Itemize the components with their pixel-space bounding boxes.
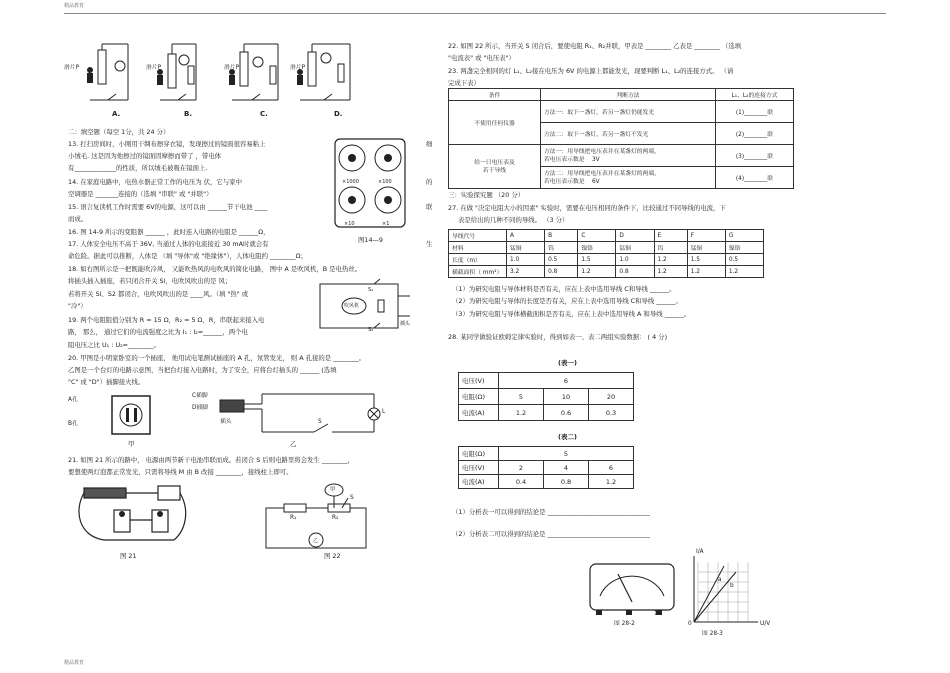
table23-header-condition: 条件 [449,89,541,101]
q20-line1: 20. 甲图是小明家卧室的一个插座， 他用试电笔测试插座的 A 孔，氖管发光， 则 A 孔接的是 ________。 [68,354,366,362]
graph-x-label: U/V [760,621,771,627]
table27-h3: C [578,230,616,242]
fig22-s-label: S [350,495,354,501]
table23-method1: 方法一：取下一盏灯，若另一盏灯仍能发光 [541,101,716,123]
table27-r0c5: 钨 [654,242,687,254]
socket-a-label: A孔 [68,397,78,403]
q17-line1: 17. 人体安全电压不高于 36V, 当通过人体的电流接近 30 mA时就会有 [68,240,269,248]
table27-r0c7: 镍铬 [725,242,763,254]
table2-i1: 0.8 [544,475,589,489]
fig22-r2-label: R₂ [332,515,339,521]
table27-r2c7: 1.2 [725,266,763,278]
table27-r0c4: 锰铜 [616,242,654,254]
q21-line1: 21. 如图 21 所示的路中， 电源由两节新干电池串联而成。若闭合 S 后则电路里将会发生 ________， [68,456,354,464]
table23-method4: 方法二：用导线把电压表并在某盏灯的两端， 若电压表示数是 6V [541,167,716,189]
fig22-r1-label: R₁ [290,515,297,521]
table27-r2c4: 0.8 [616,266,654,278]
q22-line1: 22. 如图 22 所示，当开关 S 闭合后，要使电阻 R₁、R₂并联，甲表是 ________ 乙表是 ________ （选填 [448,42,742,50]
q15-tail: 联 [426,203,433,211]
meter-figure [588,562,678,624]
analysis-1: （1）分析表一可以得到的结论是 ________________________________ [452,508,650,516]
person-icons [87,67,303,85]
plug-c-label: C插脚 [192,393,208,399]
table1-title: (表一) [558,359,577,367]
table23-answer2: (2)________联 [716,123,794,145]
q18-line2: 将插头插入插座，若只闭合开关 Sl，电吹风吹出的是 风； [68,277,232,285]
table27-h5: E [654,230,687,242]
socket-figure [92,392,172,442]
q27-line1: 27. 在做 "决定电阻大小的因素" 实验时，需要在电压相同的条件下，比较通过不同导线的电流，下 [448,204,726,212]
slider-label-c: 滑片P [224,65,240,71]
q19-line2: 路， 那么， 通过它们的电流强度之比为 I₁ : I₂=______，两个电 [68,328,248,336]
table23-group1: 不使用任何仪器 [449,101,541,145]
table27-r1c7: 0.5 [725,254,763,266]
q28: 28. 某同学做验证欧姆定律实验时，得到如表一、表二两组实验数据： ( 4 分) [448,333,668,341]
option-label-a: A. [112,110,121,118]
table27-r1c5: 1.2 [654,254,687,266]
q23-line1: 23. 两盏完全相同的灯 L₁、L₂接在电压为 6V 的电源上都能发光，现要判断 L₁、L₂的连接方式。 （请 [448,67,734,75]
q13-tail: 细 [426,140,433,148]
table27-r2c1: 3.2 [507,266,545,278]
table23-method3: 方法一：用导线把电压表并在某盏灯的两端， 若电压表示数是 3V [541,145,716,167]
fig-jia-caption: 甲 [128,440,135,448]
plug-label: 插头 [220,419,232,425]
option-label-d: D. [334,110,343,118]
meter-terminal-15: 15 [654,611,662,617]
dial-label-100: ×100 [378,179,392,185]
q19-line3: 阻电压之比 U₁ : U₂=________。 [68,341,160,349]
fig21-battery-circuit [74,480,194,550]
table2-resistance-value: 5 [499,447,634,461]
table27-r1c2: 0.5 [545,254,578,266]
table1-i0: 1.2 [499,405,544,421]
hairdryer-a-label: 吹风机 [344,303,360,309]
table23-header-answer: L₁、L₂的连接方式 [716,89,794,101]
q22-line2: "电流表" 或 "电压表"） [448,54,515,62]
table2-v1: 4 [544,461,589,475]
table23-answer4: (4)________联 [716,167,794,189]
iu-graph [688,552,771,628]
graph-line-a-label: a [718,577,722,583]
table27-h1: A [507,230,545,242]
table27-h7: G [725,230,763,242]
q20-line2: 乙图是一个台灯的电路示意图，当把台灯接入电路时，为了安全，应将台灯插头的 ______ (选填 [68,366,337,374]
table23-group2-line1: 给一只电压表及 [474,159,515,166]
table27-r1c4: 1.0 [616,254,654,266]
table23-method2: 方法二：取下一盏灯，若另一盏灯不发光 [541,123,716,145]
table27-r2c6: 1.2 [687,266,725,278]
q13-line3: 有_____________的性质，所以绒毛被吸在镜面上. [68,164,208,172]
table1-r0: 5 [499,389,544,405]
fig28-3-caption: 图 28-3 [702,631,723,637]
table2-v0: 2 [499,461,544,475]
table27-r0c6: 锰铜 [687,242,725,254]
circuit-d [300,44,350,100]
section3-title: 三：实验探究题 （20 分） [448,191,525,199]
table27-r1c3: 1.5 [578,254,616,266]
option-label-b: B. [184,110,192,118]
switch-s-label: S [318,419,322,425]
fig22-jia-label: 甲 [330,487,336,493]
slider-label-b: 滑片P [146,65,162,71]
table27-r1c6: 1.5 [687,254,725,266]
q15-line1: 15. 语言复读机工作时需要 6V的电源，这可以由 ______节干电池 ____ [68,203,268,211]
q14-tail: 的 [426,178,433,186]
table1-label-voltage: 电压(V) [459,373,499,389]
meter-terminal-minus: - [596,611,599,617]
slider-label-d: 滑片P [290,65,306,71]
table23-answer3: (3)________联 [716,145,794,167]
table23-header-method: 判断方法 [541,89,716,101]
table1-i2: 0.3 [589,405,634,421]
dial-label-1000: ×1000 [342,179,359,185]
table1-voltage-value: 6 [499,373,634,389]
hairdryer-s1-label: S₁ [368,287,374,293]
plug-d-label: D插脚 [192,405,209,411]
fig21-caption: 图 21 [120,552,137,560]
table1-r1: 10 [544,389,589,405]
table2-title: (表二) [558,433,577,441]
hairdryer-plug-label: 插头 [400,321,411,327]
q17-tail: 生 [426,240,433,248]
dial-label-1: ×1 [382,221,390,227]
table27 [448,229,764,278]
q27-line2: 表是给出的几种不同的导线。 （3 分） [458,216,569,224]
header-rule [64,13,886,14]
table27-h0: 导线代号 [449,230,507,242]
table27-r1c1: 1.0 [507,254,545,266]
q16: 16. 图 14-9 所示的变阻器 ______ ，此时连入电路的电阻是 ______Ω， [68,228,270,236]
table2-i2: 1.2 [589,475,634,489]
footer-watermark: 精品教育 [64,660,85,666]
q13-line1: 13. 打扫房间时，小刚用干绸布擦穿衣镜，发现擦过的镜面很容易粘上 [68,140,266,148]
dial-label-10: ×10 [344,221,355,227]
lamp-l-label: L [382,409,386,415]
table23-group2-line2: 若干导线 [482,167,507,174]
table27-r1c0: 长度（m） [449,254,507,266]
graph-origin-label: 0 [688,621,692,627]
table2-i0: 0.4 [499,475,544,489]
table27-r0c3: 镍铬 [578,242,616,254]
table1-label-current: 电流(A) [459,405,499,421]
table1-label-resistance: 电阻(Ω) [459,389,499,405]
circuit-c [232,44,278,100]
slider-label-a: 滑片P [64,65,80,71]
fig22-caption: 图 22 [324,552,341,560]
table27-r2c2: 0.8 [545,266,578,278]
table23-answer1: (1)________联 [716,101,794,123]
table27-r0c0: 材料 [449,242,507,254]
q23-line2: 完成下表） [448,79,480,87]
table2-label-current: 电流(A) [459,475,499,489]
table2-v2: 6 [589,461,634,475]
table23-group2 [449,145,541,189]
q18-line4: "冷"） [68,302,87,310]
q14-line2: 空调器是 _______连接的（选填 "串联" 或 "并联"） [68,190,213,198]
table1 [458,372,634,421]
q13-line2: 小绒毛. 这是因为他擦过的镜面因摩擦而带了 ，带电体 [68,152,222,160]
q17-line2: 命危险。据此可以推断，人体是 （填 "导体"或 "绝缘体"），人体电阻约 ________Ω； [68,252,307,260]
q21-line2: 要想使两灯泡都正常发光，只需将导线 M 由 B 改接 ________，接线柱上即可。 [68,468,293,476]
socket-b-label: B孔 [68,421,78,427]
table27-h4: D [616,230,654,242]
section2-title: 二：填空题（每空 1分，共 24 分） [68,128,170,136]
table2-label-resistance: 电阻(Ω) [459,447,499,461]
option-label-c: C. [260,110,268,118]
fig22-yi-label: 乙 [313,538,319,544]
lamp-circuit-figure [214,388,384,446]
table1-i1: 0.6 [544,405,589,421]
q19-line1: 19. 两个电阻阻值分别为 R = 15 Ω，R₂ = 5 Ω，R，串联起来接入电 [68,316,265,324]
circuit-figures [68,40,368,120]
table2-label-voltage: 电压(V) [459,461,499,475]
fig-yi-caption: 乙 [290,440,297,448]
table27-r2c0: 横截面积（ mm²） [449,266,507,278]
table2 [458,446,634,489]
table1-r2: 20 [589,389,634,405]
circuit-b [160,44,196,100]
table27-h2: B [545,230,578,242]
table27-r0c1: 锰铜 [507,242,545,254]
table27-r2c5: 1.2 [654,266,687,278]
fig14-caption: 图14—9 [358,236,383,244]
table23 [448,88,794,189]
hairdryer-s2-label: S₂ [368,327,374,333]
fig28-2-caption: 图 28-2 [614,621,635,627]
circuit-a [90,44,128,100]
graph-y-label: I/A [696,549,704,555]
q15-end: 而成。 [68,215,88,223]
q27-part2: （2）为研究电阻与导体的长度是否有关，应在上表中选用导线 C和导线 ______。 [452,297,682,305]
analysis-2: （2）分析表二可以得到的结论是 ________________________________ [452,530,650,538]
q14-line1: 14. 在家庭电路中，电热水器正常工作的电压为 伏，它与家中 [68,178,242,186]
table27-r0c2: 钨 [545,242,578,254]
table27-h6: F [687,230,725,242]
graph-line-b-label: b [730,583,734,589]
q18-line1: 18. 如右图所示是一把既能吹冷风， 又能吹热风的电吹风的简化电路， 图中 A 是吹风机，B 是电热丝。 [68,265,362,273]
q27-part1: （1）为研究电阻与导体材料是否有关，应在上表中选用导线 C和导线 ______。 [452,285,676,293]
q18-line3: 若将开关 Sl、S2 都闭合，电吹风吹出的是 ____风。（填 "热" 或 [68,290,249,298]
header-watermark: 精品教育 [64,3,85,9]
q27-part3: （3）为研究电阻与导体横截面积是否有关，应在上表中选用导线 A 和导线 ______。 [452,310,691,318]
q20-line3: "C" 或 "D"）插脚接火线。 [68,378,145,386]
table27-r2c3: 1.2 [578,266,616,278]
meter-terminal-3: 3 [626,611,630,617]
